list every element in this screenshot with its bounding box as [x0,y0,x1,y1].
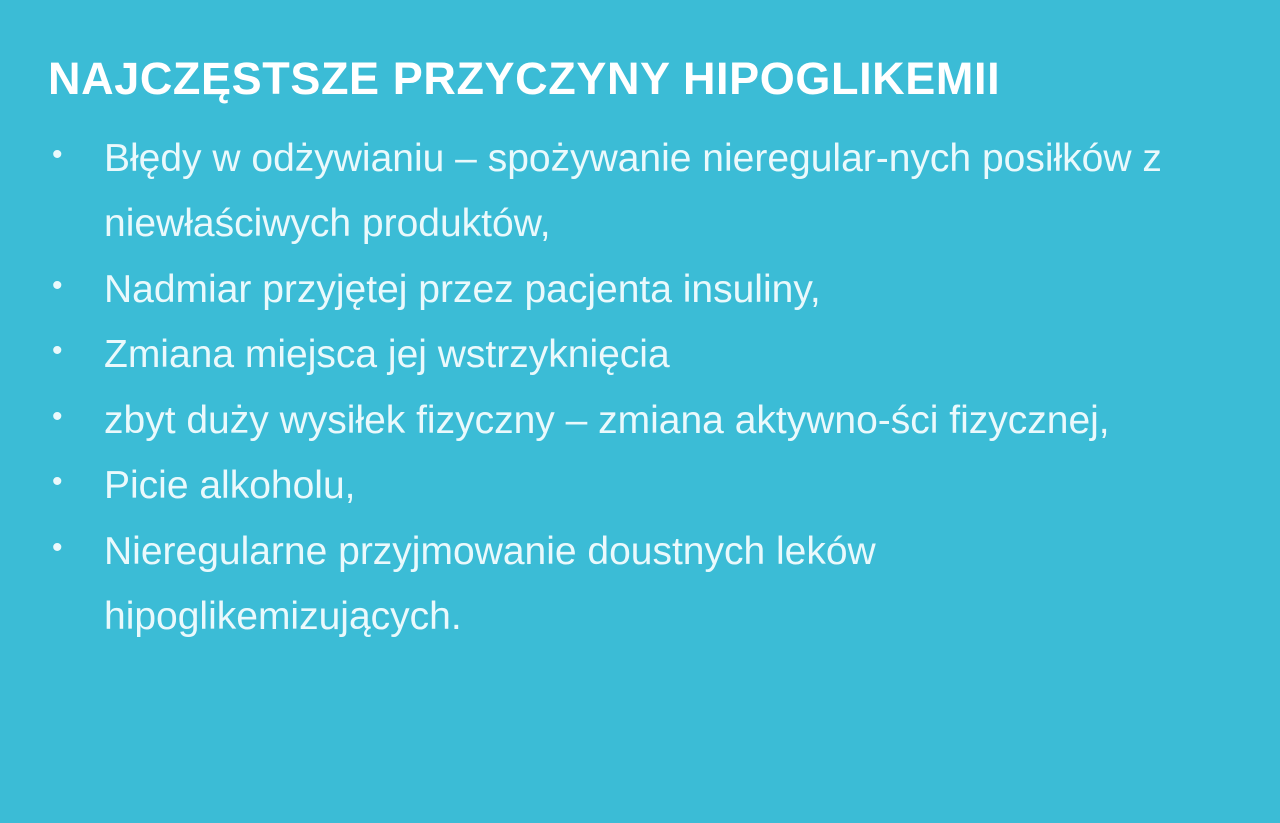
list-item-label: Picie alkoholu, [104,464,356,508]
list-item [44,322,1220,388]
list-item [44,453,1220,519]
bullet-dot-icon: • [52,465,63,499]
list-item [44,257,1220,323]
bullet-dot-icon: • [52,334,63,368]
list-item [44,519,1220,650]
list-item-label: Zmiana miejsca jej wstrzyknięcia [104,333,670,377]
list-item-label: Nieregularne przyjmowanie doustnych leków hipoglikemizujących. [104,529,876,639]
list-item-label: Błędy w odżywianiu – spożywanie nieregular-nych posiłków z niewłaściwych produktów, [104,136,1162,246]
bullet-list [44,126,1220,650]
bullet-dot-icon: • [52,530,63,564]
bullet-dot-icon: • [52,137,63,171]
list-item [44,388,1220,454]
page-title: NAJCZĘSTSZE PRZYCZYNY HIPOGLIKEMII [48,53,1001,104]
bullet-dot-icon: • [52,268,63,302]
list-item-label: zbyt duży wysiłek fizyczny – zmiana aktywno-ści fizycznej, [104,398,1110,442]
bullet-dot-icon: • [52,399,63,433]
list-item-label: Nadmiar przyjętej przez pacjenta insuliny, [104,267,821,311]
list-item [44,126,1220,257]
